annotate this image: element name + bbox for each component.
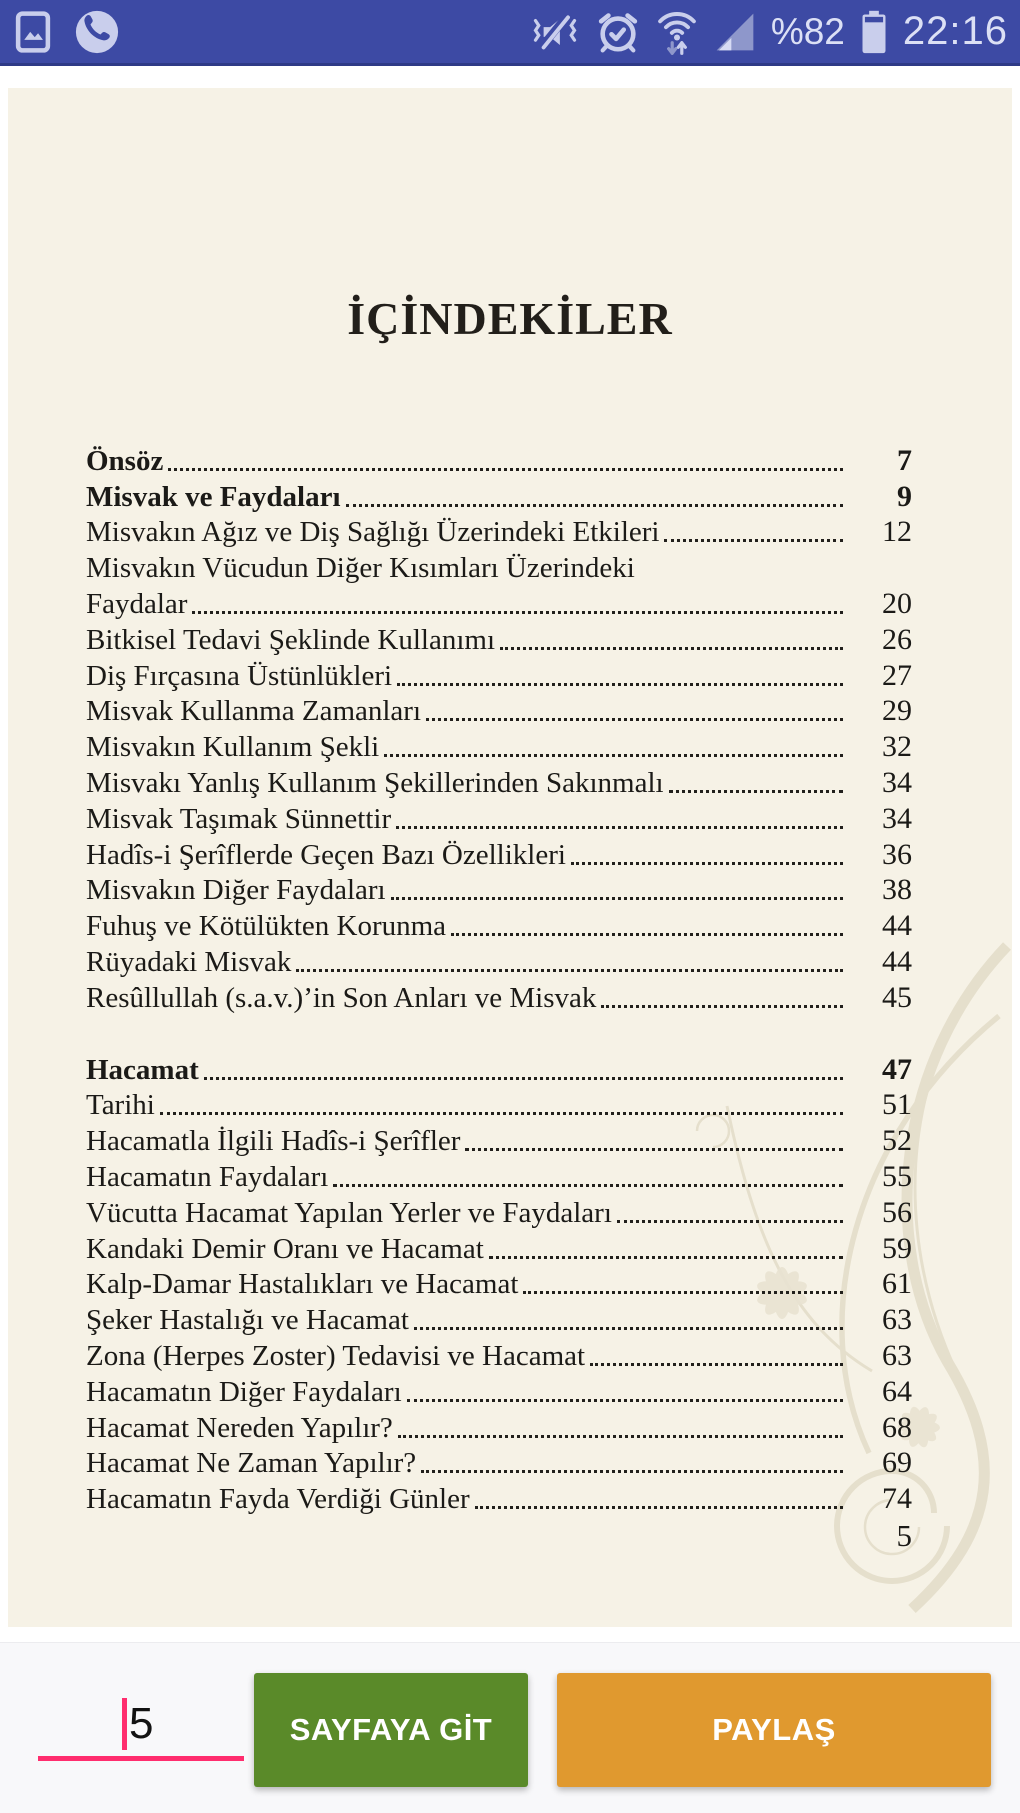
toc-leader-dots (664, 539, 843, 542)
toc-entry-page: 32 (882, 730, 912, 764)
signal-strength-icon (713, 10, 757, 54)
toc-entry-label: Hacamat Ne Zaman Yapılır? (86, 1447, 417, 1480)
vibrate-mute-icon (529, 10, 581, 54)
go-to-page-button[interactable]: SAYFAYA GİT (254, 1673, 528, 1787)
toc-entry-label: Hacamatın Diğer Faydaları (86, 1375, 402, 1408)
toc-entry[interactable] (86, 621, 912, 657)
toc-section-hacamat (86, 1051, 912, 1516)
page-input-value: 5 (129, 1699, 154, 1748)
system-status-icons (529, 8, 1008, 56)
toc-entry-page: 51 (882, 1088, 912, 1122)
toc-entry[interactable] (86, 943, 912, 979)
toc-entry-label: Misvak ve Faydaları (86, 480, 341, 513)
toc-entry-page: 55 (882, 1159, 912, 1193)
toc-entry-label: Fuhuş ve Kötülükten Korunma (86, 910, 447, 943)
toc-entry[interactable] (86, 585, 912, 621)
toc-entry[interactable] (86, 1266, 912, 1302)
toc-leader-dots (451, 933, 843, 936)
toc-leader-dots (669, 790, 843, 793)
toc-entry-page: 34 (882, 765, 912, 799)
toc-entry-page: 63 (882, 1303, 912, 1337)
toc-entry-page: 52 (882, 1124, 912, 1158)
toc-entry-label: Zona (Herpes Zoster) Tedavisi ve Hacamat (86, 1339, 586, 1372)
toc-leader-dots (397, 683, 843, 686)
toc-entry-label: Misvakı Yanlış Kullanım Şekillerinden Sakınmalı (86, 766, 664, 799)
current-page-number: 5 (896, 1518, 912, 1553)
toc-entry-label: Bitkisel Tedavi Şeklinde Kullanımı (86, 623, 496, 656)
toc-entry-page: 9 (897, 479, 912, 513)
toc-entry-label: Misvakın Diğer Faydaları (86, 874, 386, 907)
text-cursor (122, 1698, 127, 1750)
toc-entry[interactable] (86, 1051, 912, 1087)
toc-entry-label: Hacamatın Fayda Verdiği Günler (86, 1483, 470, 1516)
toc-leader-dots (160, 1112, 843, 1115)
toc-entry-page: 56 (882, 1195, 912, 1229)
toc-entry-label: Rüyadaki Misvak (86, 945, 292, 978)
toc-entry-label: Vücutta Hacamat Yapılan Yerler ve Faydaları (86, 1196, 612, 1229)
page-number-input[interactable] (38, 1691, 244, 1761)
toc-entry-page: 38 (882, 873, 912, 907)
toc-leader-dots (414, 1327, 843, 1330)
toc-entry[interactable] (86, 728, 912, 764)
toc-entry[interactable] (86, 764, 912, 800)
toc-entry-label: Hacamat Nereden Yapılır? (86, 1411, 393, 1444)
toc-entry[interactable] (86, 1301, 912, 1337)
toc-entry-label: Hacamatla İlgili Hadîs-i Şerîfler (86, 1125, 461, 1158)
toc-entry-page: 44 (882, 944, 912, 978)
toc-entry[interactable] (86, 1122, 912, 1158)
toc-entry-label: Hacamatın Faydaları (86, 1160, 329, 1193)
toc-entry-label: Misvakın Ağız ve Diş Sağlığı Üzerindeki Etkileri (86, 516, 660, 549)
toc-entry-page: 34 (882, 801, 912, 835)
toc-entry[interactable] (86, 1337, 912, 1373)
toc-entry-label: Şeker Hastalığı ve Hacamat (86, 1304, 409, 1337)
toc-entry-page: 63 (882, 1338, 912, 1372)
battery-percent-label: %82 (770, 10, 845, 52)
toc-leader-dots (571, 862, 843, 865)
bottom-action-bar (0, 1642, 1020, 1813)
toc-entry-page: 61 (882, 1267, 912, 1301)
toc-leader-dots (426, 718, 843, 721)
toc-leader-dots (617, 1220, 843, 1223)
toc-entry-label: Misvak Kullanma Zamanları (86, 695, 422, 728)
toc-entry[interactable] (86, 1480, 912, 1516)
page-title: İÇİNDEKİLER (347, 293, 673, 344)
toc-entry-page: 44 (882, 909, 912, 943)
toc-section-misvak (86, 442, 912, 1015)
toc-entry-label: Misvakın Kullanım Şekli (86, 731, 380, 764)
alarm-icon (595, 9, 641, 55)
toc-leader-dots (384, 754, 843, 757)
toc-entry-page: 36 (882, 837, 912, 871)
share-button[interactable]: PAYLAŞ (557, 1673, 991, 1787)
toc-entry-label: Diş Fırçasına Üstünlükleri (86, 659, 393, 692)
toc-leader-dots (407, 1399, 843, 1402)
toc-entry[interactable] (86, 514, 912, 550)
toc-entry[interactable] (86, 907, 912, 943)
toc-entry-label: Kandaki Demir Oranı ve Hacamat (86, 1232, 484, 1265)
toc-leader-dots (523, 1291, 843, 1294)
toc-entry[interactable] (86, 1087, 912, 1123)
toc-entry-label: Faydalar (86, 587, 188, 620)
toc-entry[interactable] (86, 800, 912, 836)
toc-entry-page: 74 (882, 1482, 912, 1516)
toc-entry-label: Resûllullah (s.a.v.)’in Son Anları ve Misvak (86, 981, 597, 1014)
toc-leader-dots (333, 1184, 843, 1187)
toc-entry-page: 7 (897, 443, 912, 477)
toc-entry-label: Tarihi (86, 1089, 155, 1122)
toc-entry-label: Önsöz (86, 444, 164, 477)
toc-entry[interactable] (86, 1445, 912, 1481)
toc-entry-page: 26 (882, 622, 912, 656)
clock-label: 22:16 (902, 9, 1008, 53)
toc-entry[interactable] (86, 657, 912, 693)
toc-leader-dots (168, 468, 843, 471)
toc-entry-label: Misvak Taşımak Sünnettir (86, 802, 392, 835)
toc-leader-dots (398, 1435, 843, 1438)
toc-entry[interactable] (86, 836, 912, 872)
toc-entry-page: 27 (882, 658, 912, 692)
toc-entry[interactable] (86, 442, 912, 478)
toc-entry-page: 45 (882, 980, 912, 1014)
wifi-traffic-icon (655, 8, 699, 56)
toc-leader-dots (346, 504, 843, 507)
toc-entry[interactable] (86, 1194, 912, 1230)
toc-leader-dots (500, 647, 843, 650)
phone-icon (74, 9, 120, 55)
toc-entry[interactable] (86, 549, 912, 585)
toc-leader-dots (296, 969, 843, 972)
toc-entry[interactable] (86, 1230, 912, 1266)
toc-entry[interactable] (86, 693, 912, 729)
toc-leader-dots (204, 1077, 843, 1080)
toc-entry-page: 68 (882, 1410, 912, 1444)
toc-leader-dots (601, 1005, 843, 1008)
toc-leader-dots (391, 897, 843, 900)
toc-entry-page: 20 (882, 586, 912, 620)
battery-icon (859, 9, 889, 55)
table-of-contents (8, 442, 1012, 1516)
toc-entry-label: Hacamat (86, 1053, 199, 1086)
toc-leader-dots (192, 611, 843, 614)
toc-entry-page: 59 (882, 1231, 912, 1265)
toc-entry[interactable] (86, 1409, 912, 1445)
toc-leader-dots (396, 826, 843, 829)
toc-entry-page: 64 (882, 1374, 912, 1408)
toc-leader-dots (475, 1506, 843, 1509)
notification-icons (12, 9, 120, 55)
toc-entry-page: 47 (882, 1052, 912, 1086)
toc-leader-dots (489, 1256, 843, 1259)
gallery-icon (12, 9, 54, 55)
toc-leader-dots (421, 1470, 843, 1473)
toc-entry-page: 12 (882, 515, 912, 549)
book-page (8, 88, 1012, 1627)
toc-leader-dots (465, 1148, 843, 1151)
toc-entry-label: Hadîs-i Şerîflerde Geçen Bazı Özellikleri (86, 838, 566, 871)
toc-entry[interactable] (86, 1373, 912, 1409)
toc-entry-page: 69 (882, 1446, 912, 1480)
toc-leader-dots (590, 1363, 843, 1366)
status-bar (0, 0, 1020, 66)
toc-entry-label: Kalp-Damar Hastalıkları ve Hacamat (86, 1268, 519, 1301)
toc-entry[interactable] (86, 872, 912, 908)
toc-entry[interactable] (86, 478, 912, 514)
toc-entry-label: Misvakın Vücudun Diğer Kısımları Üzerindeki (86, 552, 635, 585)
toc-entry[interactable] (86, 979, 912, 1015)
toc-entry-page: 29 (882, 694, 912, 728)
toc-entry[interactable] (86, 1158, 912, 1194)
